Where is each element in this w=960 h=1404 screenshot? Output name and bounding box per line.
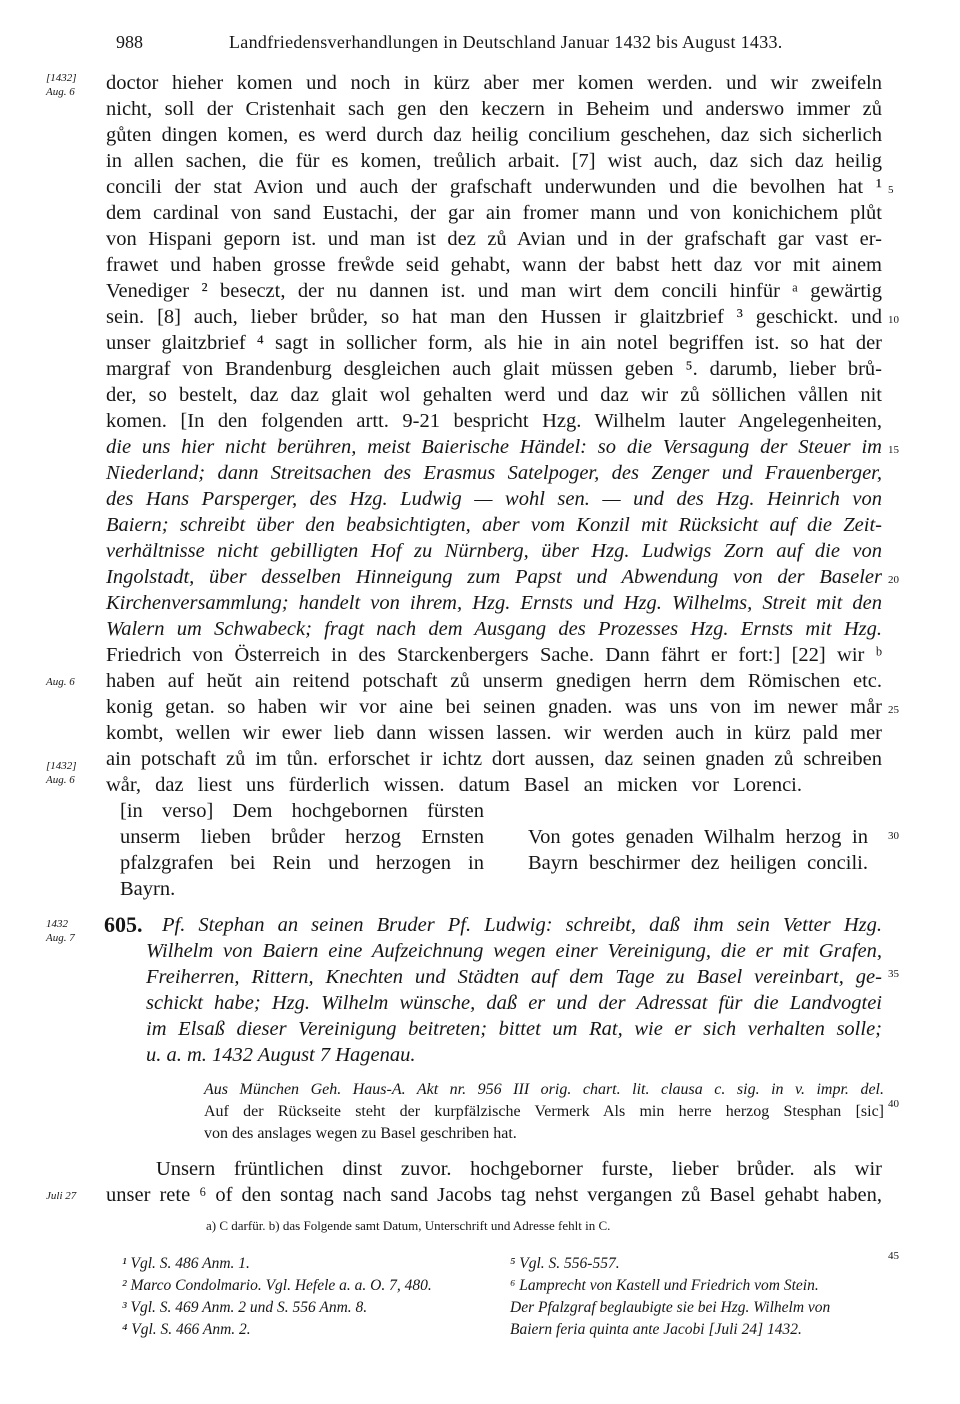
body-line: doctor hieher komen und noch in kürz aber mer komen werden. und wir zweifeln [106,72,882,94]
body-line: unser glaitzbrief ⁴ sagt in sollicher form, als hie in ain notel begriffen ist. so hat der [106,332,882,354]
body-line: concili der stat Avion und auch der grafschaft underwunden und die bevolhen hat ¹ [106,176,882,198]
line-number: 25 [888,704,899,716]
body-line: Ingolstadt, über desselben Hinneigung zum Papst und Abwendung von der Baseler [106,566,882,588]
body-line: nicht, soll der Cristenhait sach gen den keczern in Beheim und anderswo immer zů [106,98,882,120]
regest-line: Freiherren, Rittern, Knechten und Städten auf dem Tage zu Basel vereinbart, ge- [146,966,882,988]
margin-date: [1432] [46,72,77,84]
regest-date-year: 1432 [46,918,68,930]
footnote: Der Pfalzgraf beglaubigte sie bei Hzg. Wilhelm von [510,1299,831,1316]
margin-date: Juli 27 [46,1190,77,1202]
source-line: Aus München Geh. Haus-A. Akt nr. 956 III orig. chart. lit. clausa c. sig. in v. impr. del. [204,1081,884,1098]
letter-line: unser rete ⁶ of den sontag nach sand Jacobs tag nehst vergangen zů Basel gehabt haben, [106,1184,882,1206]
regest-date-day: Aug. 7 [46,932,75,944]
footnote: ⁵ Vgl. S. 556-557. [510,1255,620,1272]
address-line: [in verso] Dem hochgebornen fürsten [120,800,484,822]
address-line: pfalzgrafen bei Rein und herzogen in [120,852,484,874]
footnote: ⁶ Lamprecht von Kastell und Friedrich vom Stein. [510,1277,819,1294]
line-number: 40 [888,1098,899,1110]
signature-line: Von gotes genaden Wilhalm herzog in [528,826,868,848]
body-line: Venediger ² beseczt, der nu dannen ist. und man wirt dem concili hinfür ᵃ gewärtig [106,280,882,302]
body-line: haben auf heŭt ain reitend potschaft zů unserm gnedigen herrn dem Römischen etc. [106,670,882,692]
margin-date: [1432] [46,760,77,772]
body-line: die uns hier nicht berühren, meist Baierische Händel: so die Versagung der Steuer im [106,436,882,458]
line-number: 5 [888,184,894,196]
body-line: der, so bestelt, daz daz glait wol gehalten werd und daz wir zů söllichen vållen nit [106,384,882,406]
margin-date: Aug. 6 [46,676,75,688]
signature-line: Bayrn beschirmer dez heiligen concili. [528,852,868,874]
footnote: Baiern feria quinta ante Jacobi [Juli 24] 1432. [510,1321,802,1338]
body-line: margraf von Brandenburg desgleichen auch glait müssen geben ⁵. darumb, lieber brů- [106,358,882,380]
line-number: 30 [888,830,899,842]
regest-line: u. a. m. 1432 August 7 Hagenau. [146,1044,416,1066]
body-line: Friedrich von Österreich in des Starckenbergers Sache. Dann fährt er fort:] [22] wir ᵇ [106,644,882,666]
footnote: ³ Vgl. S. 469 Anm. 2 und S. 556 Anm. 8. [122,1299,368,1316]
body-line: Kirchenversammlung; handelt von ihrem, Hzg. Ernsts und Hzg. Wilhelms, Streit mit den [106,592,882,614]
line-number: 15 [888,444,899,456]
body-line: ain potschaft zů im tůn. erforschet ir ichtz dort aussen, daz seinen gnaden zů schreiben [106,748,882,770]
footnote: ² Marco Condolmario. Vgl. Hefele a. a. O. 7, 480. [122,1277,432,1294]
body-line: Baiern; schreibt über den beabsichtigten, aber vom Konzil mit Rücksicht auf die Zeit- [106,514,882,536]
margin-date: Aug. 6 [46,86,75,98]
body-line: kombt, wellen wir ewer lieb dann wissen lassen. wir werden auch in kürz pald mer [106,722,882,744]
body-line: Niederland; dann Streitsachen des Erasmus Satelpoger, des Zenger und Frauenberger, [106,462,882,484]
running-title: Landfriedensverhandlungen in Deutschland Januar 1432 bis August 1433. [229,32,783,52]
body-line: in allen sachen, die für es komen, treůlich arbait. [7] wist auch, daz sich daz heilig [106,150,882,172]
body-line: komen. [In den folgenden artt. 9-21 bespricht Hzg. Wilhelm lauter Angelegenheiten, [106,410,882,432]
line-number: 35 [888,968,899,980]
body-line: Walern um Schwabeck; fragt nach dem Ausgang des Prozesses Hzg. Ernsts mit Hzg. [106,618,882,640]
page-header [0,32,960,56]
letter-line: Unsern früntlichen dinst zuvor. hochgeborner furste, lieber brůder. als wir [156,1158,882,1180]
source-line: Auf der Rückseite steht der kurpfälzische Vermerk Als min herre herzog Stesphan [sic] [204,1103,884,1120]
body-line: dem cardinal von sand Eustachi, der gar ain fromer mann und von konichichem plůt [106,202,882,224]
regest-number: 605. [104,912,143,937]
body-line: des Hans Parsperger, des Hzg. Ludwig — wohl sen. — und des Hzg. Heinrich von [106,488,882,510]
body-line: wår, daz liest uns fürderlich wissen. datum Basel an micken vor Lorenci. [106,774,802,796]
page-number: 988 [116,32,143,52]
footnote: ⁴ Vgl. S. 466 Anm. 2. [122,1321,251,1338]
body-line: von Hispani geporn ist. und man ist dez zů Avian und in der grafschaft gar vast er- [106,228,882,250]
body-line: sein. [8] auch, lieber brůder, so hat man den Hussen ir glaitzbrief ³ geschickt. und [106,306,882,328]
footnote: ¹ Vgl. S. 486 Anm. 1. [122,1255,250,1272]
line-number: 20 [888,574,899,586]
source-line: von des anslages wegen zu Basel geschriben hat. [204,1125,517,1142]
regest-line: im Elsaß dieser Vereinigung beitreten; bittet um Rat, wie er sich verhalten solle; [146,1018,882,1040]
line-number: 10 [888,314,899,326]
margin-date: Aug. 6 [46,774,75,786]
body-line: frawet und haben grosse freẘde seid gehabt, wann der babst hett daz vor mit ainem [106,254,882,276]
regest-line: schickt habe; Hzg. Wilhelm wünsche, daß er und der Adressat für die Landvogtei [146,992,882,1014]
regest-line: Pf. Stephan an seinen Bruder Pf. Ludwig: schreibt, daß ihm sein Vetter Hzg. [162,914,882,936]
footnote-variants: a) C darfür. b) das Folgende samt Datum, Unterschrift und Adresse fehlt in C. [206,1218,611,1233]
address-line: Bayrn. [120,878,176,900]
body-line: gůten dingen komen, es werd durch daz heilig concilium geschehen, daz sich sicherlich [106,124,882,146]
body-line: verhältnisse nicht gebilligten Hof zu Nürnberg, über Hzg. Ludwigs Zorn auf die von [106,540,882,562]
line-number: 45 [888,1250,899,1262]
address-line: unserm lieben brůder herzog Ernsten [120,826,484,848]
regest-line: Wilhelm von Baiern eine Aufzeichnung wegen einer Vereinigung, die er mit Grafen, [146,940,882,962]
body-line: konig getan. so haben wir vor aine bei seinen gnaden. was uns von im newer mår [106,696,882,718]
